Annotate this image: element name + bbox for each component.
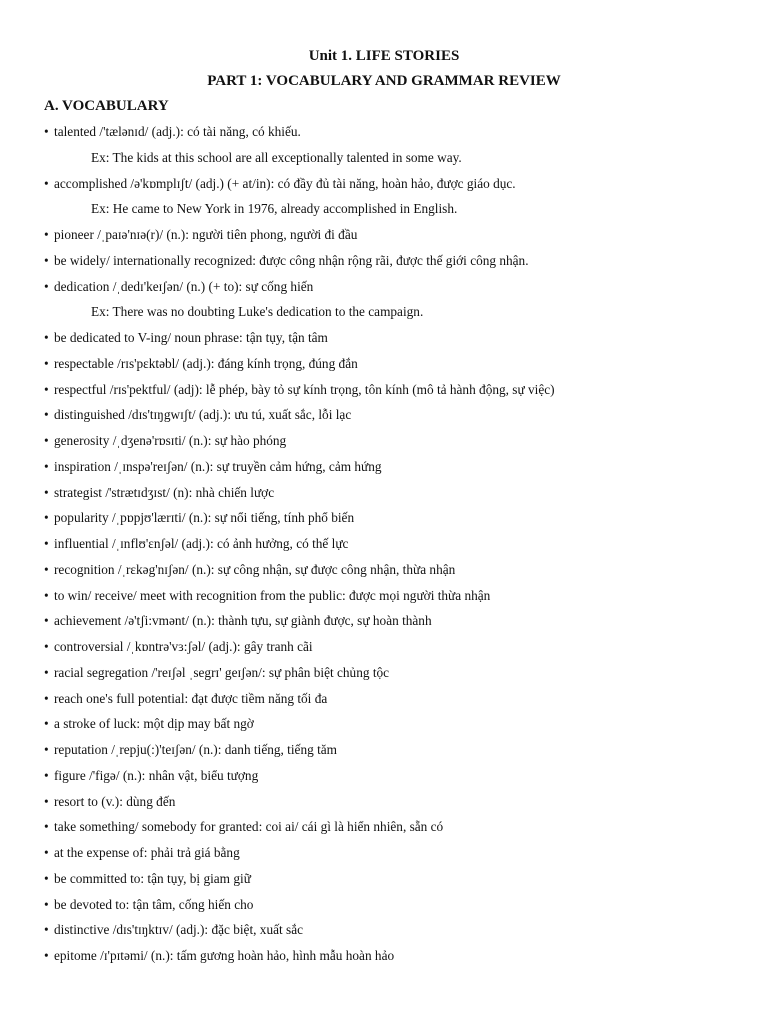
entry-text: a stroke of luck: một dịp may bất ngờ — [54, 716, 254, 732]
bullet-icon: • — [44, 561, 49, 577]
bullet-icon: • — [44, 742, 49, 757]
entry-text: reach one's full potential: đạt được tiềm năng tối đa — [54, 690, 328, 706]
vocabulary-entry — [0, 380, 768, 406]
entry-text: be widely/ internationally recognized: được công nhận rộng rãi, được thế giới công nhận. — [54, 252, 529, 268]
vocabulary-entry — [0, 122, 768, 148]
entry-text: at the expense of: phải trả giá bằng — [54, 845, 240, 860]
vocabulary-entry — [0, 586, 768, 612]
vocabulary-entry — [0, 817, 768, 843]
entry-text: talented /'tælənɪd/ (adj.): có tài năng, có khiếu. — [54, 124, 301, 139]
entry-text: be committed to: tận tụy, bị giam giữ — [54, 870, 251, 886]
vocabulary-entry — [0, 508, 768, 534]
part-title: PART 1: VOCABULARY AND GRAMMAR REVIEW — [207, 73, 561, 89]
bullet-icon: • — [44, 484, 49, 500]
vocabulary-entry — [0, 637, 768, 663]
bullet-icon: • — [44, 252, 49, 268]
vocabulary-entry — [0, 405, 768, 431]
entry-text: be dedicated to V-ing/ noun phrase: tận tụy, tận tâm — [54, 330, 328, 345]
vocabulary-entry — [0, 689, 768, 715]
entry-text: to win/ receive/ meet with recognition from the public: được mọi người thừa nhận — [54, 587, 491, 603]
vocabulary-entry — [0, 869, 768, 895]
bullet-icon: • — [44, 793, 49, 809]
vocabulary-entry — [0, 766, 768, 792]
vocabulary-entry — [0, 431, 768, 457]
bullet-icon: • — [44, 458, 49, 474]
bullet-icon: • — [44, 227, 49, 242]
entry-text: popularity /ˌpɒpjʊ'lærɪti/ (n.): sự nổi tiếng, tính phổ biến — [54, 510, 355, 526]
section-title: A. VOCABULARY — [44, 98, 169, 114]
entry-text: distinctive /dɪs'tɪŋktɪv/ (adj.): đặc biệt, xuất sắc — [54, 922, 303, 938]
bullet-icon: • — [44, 690, 49, 706]
vocabulary-entry — [0, 251, 768, 277]
bullet-icon: • — [44, 664, 49, 680]
entry-text: racial segregation /'reɪʃəl ˌsegrɪ' geɪʃən/: sự phân biệt chủng tộc — [54, 664, 390, 680]
bullet-icon: • — [44, 510, 49, 526]
bullet-icon: • — [44, 767, 49, 783]
entry-text: be devoted to: tận tâm, cống hiến cho — [54, 896, 254, 912]
bullet-icon: • — [44, 845, 49, 860]
vocabulary-entry — [0, 483, 768, 509]
vocabulary-entry — [0, 225, 768, 251]
vocabulary-entry — [0, 843, 768, 869]
example-sentence — [0, 302, 768, 328]
example-text: Ex: The kids at this school are all exceptionally talented in some way. — [91, 149, 462, 165]
entry-text: generosity /ˌdʒenə'rɒsɪti/ (n.): sự hào phóng — [54, 433, 287, 448]
entry-text: respectful /rɪs'pektful/ (adj): lễ phép, bày tỏ sự kính trọng, tôn kính (mô tả hành động, sự việc) — [54, 381, 555, 397]
entry-text: distinguished /dɪs'tɪŋgwɪʃt/ (adj.): ưu tú, xuất sắc, lỗi lạc — [54, 407, 352, 423]
vocabulary-entry — [0, 174, 768, 200]
vocabulary-entry — [0, 354, 768, 380]
vocabulary-entry — [0, 457, 768, 483]
vocabulary-entry — [0, 740, 768, 766]
entry-text: dedication /ˌdedɪ'keɪʃən/ (n.) (+ to): sự cống hiến — [54, 278, 314, 294]
bullet-icon: • — [44, 381, 49, 397]
bullet-icon: • — [44, 175, 49, 191]
unit-title: Unit 1. LIFE STORIES — [308, 48, 460, 64]
vocabulary-entry — [0, 792, 768, 818]
vocabulary-entry — [0, 714, 768, 740]
entry-text: controversial /ˌkɒntrə'vɜ:ʃəl/ (adj.): gây tranh cãi — [54, 639, 313, 654]
vocabulary-entry — [0, 663, 768, 689]
entry-text: achievement /ə'tʃi:vmənt/ (n.): thành tựu, sự giành được, sự hoàn thành — [54, 613, 432, 629]
vocabulary-entry — [0, 277, 768, 303]
bullet-icon: • — [44, 870, 49, 886]
bullet-icon: • — [44, 407, 49, 423]
entry-text: take something/ somebody for granted: coi ai/ cái gì là hiển nhiên, sẵn có — [54, 819, 444, 835]
vocabulary-entry — [0, 920, 768, 946]
bullet-icon: • — [44, 536, 49, 551]
example-sentence — [0, 199, 768, 225]
entry-text: strategist /'strætɪdʒɪst/ (n): nhà chiến lược — [54, 484, 275, 500]
bullet-icon: • — [44, 433, 49, 448]
bullet-icon: • — [44, 124, 49, 139]
bullet-icon: • — [44, 613, 49, 629]
example-text: Ex: He came to New York in 1976, already accomplished in English. — [91, 201, 458, 217]
entry-text: epitome /ɪ'pɪtəmi/ (n.): tấm gương hoàn hảo, hình mẫu hoàn hảo — [54, 948, 395, 963]
bullet-icon: • — [44, 278, 49, 294]
entry-text: influential /ˌɪnflʊ'ɛnʃəl/ (adj.): có ảnh hưởng, có thế lực — [54, 536, 349, 551]
vocabulary-list — [0, 122, 768, 972]
entry-text: inspiration /ˌɪnspə'reɪʃən/ (n.): sự truyền cảm hứng, cảm hứng — [54, 458, 382, 474]
vocabulary-entry — [0, 328, 768, 354]
entry-text: resort to (v.): dùng đến — [54, 793, 176, 809]
entry-text: reputation /ˌrepju(:)'teɪʃən/ (n.): danh tiếng, tiếng tăm — [54, 742, 338, 757]
example-text: Ex: There was no doubting Luke's dedication to the campaign. — [91, 304, 424, 320]
vocabulary-entry — [0, 611, 768, 637]
entry-text: respectable /rɪs'pɛktəbl/ (adj.): đáng kính trọng, đúng đắn — [54, 355, 358, 371]
bullet-icon: • — [44, 896, 49, 912]
bullet-icon: • — [44, 922, 49, 938]
bullet-icon: • — [44, 716, 49, 732]
bullet-icon: • — [44, 587, 49, 603]
entry-text: accomplished /ə'kɒmplɪʃt/ (adj.) (+ at/in): có đầy đủ tài năng, hoàn hảo, được giáo dục. — [54, 175, 516, 191]
bullet-icon: • — [44, 355, 49, 371]
vocabulary-entry — [0, 946, 768, 972]
example-sentence — [0, 148, 768, 174]
vocabulary-entry — [0, 895, 768, 921]
entry-text: recognition /ˌrɛkəg'nɪʃən/ (n.): sự công nhận, sự được công nhận, thừa nhận — [54, 561, 456, 577]
vocabulary-entry — [0, 560, 768, 586]
entry-text: figure /'figə/ (n.): nhân vật, biểu tượng — [54, 767, 259, 783]
bullet-icon: • — [44, 330, 49, 345]
bullet-icon: • — [44, 948, 49, 963]
entry-text: pioneer /ˌpaɪə'nɪə(r)/ (n.): người tiên phong, người đi đầu — [54, 227, 358, 242]
vocabulary-entry — [0, 534, 768, 560]
bullet-icon: • — [44, 639, 49, 654]
bullet-icon: • — [44, 819, 49, 835]
